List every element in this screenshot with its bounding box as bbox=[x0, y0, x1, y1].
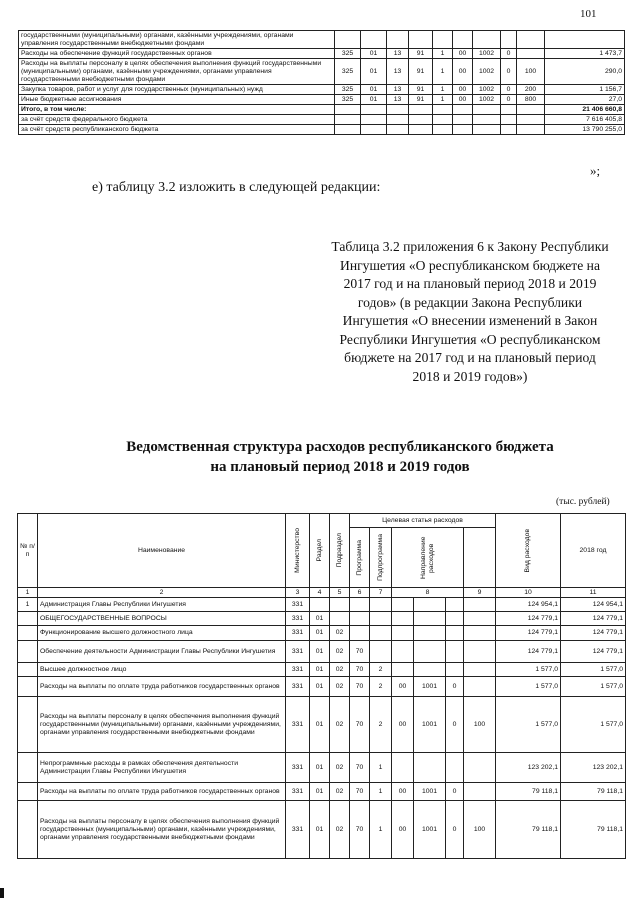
top-cell-pp: 1 bbox=[433, 95, 453, 105]
top-cell-n3: 0 bbox=[501, 95, 517, 105]
edge-mark bbox=[0, 888, 4, 898]
top-cell-vr: 800 bbox=[517, 95, 545, 105]
cell-n1: 00 bbox=[392, 801, 414, 859]
header-direction: Направление расходов bbox=[392, 528, 464, 588]
cell-pp: 1 bbox=[370, 783, 392, 801]
top-table-row bbox=[19, 31, 625, 49]
top-cell-pr bbox=[387, 125, 409, 135]
cell-y2018: 79 118,1 bbox=[496, 801, 561, 859]
top-table-row bbox=[19, 49, 625, 59]
top-cell-min: 325 bbox=[335, 95, 361, 105]
top-cell-name: Расходы на выплаты персоналу в целях обеспечения выполнения функций государственными (муниципальными) органами, казёнными учреждениями, органами управления государственными внебюджетными фондами bbox=[19, 59, 335, 85]
top-cell-pp bbox=[433, 125, 453, 135]
cell-min: 331 bbox=[286, 677, 310, 697]
top-cell-n1: 00 bbox=[453, 49, 473, 59]
cell-pr: 02 bbox=[330, 641, 350, 663]
cell-num bbox=[18, 677, 38, 697]
cell-n3 bbox=[446, 641, 464, 663]
top-cell-rz bbox=[361, 115, 387, 125]
column-number: 5 bbox=[330, 588, 350, 598]
cell-rz: 01 bbox=[310, 663, 330, 677]
top-cell-n3: 0 bbox=[501, 49, 517, 59]
top-cell-pr bbox=[387, 115, 409, 125]
cell-n1 bbox=[392, 753, 414, 783]
cell-vr bbox=[464, 641, 496, 663]
cell-pp: 2 bbox=[370, 663, 392, 677]
top-cell-pr: 13 bbox=[387, 49, 409, 59]
cell-n2: 1001 bbox=[414, 677, 446, 697]
table-row bbox=[18, 677, 626, 697]
cell-min: 331 bbox=[286, 783, 310, 801]
top-cell-n2: 1002 bbox=[473, 85, 501, 95]
cell-rz: 01 bbox=[310, 677, 330, 697]
cell-rz: 01 bbox=[310, 641, 330, 663]
top-cell-rz: 01 bbox=[361, 59, 387, 85]
top-cell-pp: 1 bbox=[433, 59, 453, 85]
cell-y2019: 123 202,1 bbox=[561, 753, 626, 783]
top-table-row bbox=[19, 85, 625, 95]
cell-num bbox=[18, 626, 38, 641]
top-cell-n2 bbox=[473, 31, 501, 49]
cell-y2018: 123 202,1 bbox=[496, 753, 561, 783]
top-cell-name: государственными (муниципальными) органами, казёнными учреждениями, органами управления государственными внебюджетными фондами bbox=[19, 31, 335, 49]
top-cell-rz bbox=[361, 125, 387, 135]
top-cell-pp bbox=[433, 105, 453, 115]
cell-name: Высшее должностное лицо bbox=[38, 663, 286, 677]
cell-vr: 100 bbox=[464, 697, 496, 753]
annex-reference: Таблица 3.2 приложения 6 к Закону Республики Ингушетия «О республиканском бюджете на 2017 год и на плановый период 2018 и 2019 годов» (в редакции Закона Республики Ингушетия «О внесении изменений в Закон Республики Ингушетия «О республиканском бюджете на 2017 год и на плановый период 2018 и 2019 годов») bbox=[331, 239, 609, 384]
cell-n1 bbox=[392, 663, 414, 677]
top-cell-pp: 1 bbox=[433, 85, 453, 95]
top-table-row bbox=[19, 115, 625, 125]
top-cell-pp bbox=[433, 31, 453, 49]
top-cell-name: за счёт средств республиканского бюджета bbox=[19, 125, 335, 135]
top-cell-n1: 00 bbox=[453, 95, 473, 105]
cell-prog: 70 bbox=[350, 677, 370, 697]
cell-y2019: 1 577,0 bbox=[561, 663, 626, 677]
top-cell-vr bbox=[517, 105, 545, 115]
top-cell-sum: 290,0 bbox=[545, 59, 625, 85]
top-cell-prog bbox=[409, 31, 433, 49]
cell-prog: 70 bbox=[350, 697, 370, 753]
top-cell-rz bbox=[361, 31, 387, 49]
top-cell-n2: 1002 bbox=[473, 95, 501, 105]
top-cell-name: Закупка товаров, работ и услуг для государственных (муниципальных) нужд bbox=[19, 85, 335, 95]
table-row bbox=[18, 598, 626, 612]
cell-n3 bbox=[446, 753, 464, 783]
cell-pp bbox=[370, 626, 392, 641]
cell-name: Администрация Главы Республики Ингушетия bbox=[38, 598, 286, 612]
top-cell-n2 bbox=[473, 115, 501, 125]
cell-prog bbox=[350, 626, 370, 641]
top-cell-n3 bbox=[501, 31, 517, 49]
cell-y2019: 124 779,1 bbox=[561, 612, 626, 626]
header-2018: 2018 год bbox=[561, 514, 626, 588]
cell-pp: 1 bbox=[370, 801, 392, 859]
top-cell-n1: 00 bbox=[453, 85, 473, 95]
top-cell-vr bbox=[517, 125, 545, 135]
cell-y2019: 79 118,1 bbox=[561, 783, 626, 801]
top-cell-vr: 100 bbox=[517, 59, 545, 85]
column-number: 6 bbox=[350, 588, 370, 598]
cell-y2018: 124 779,1 bbox=[496, 612, 561, 626]
column-number: 7 bbox=[370, 588, 392, 598]
cell-vr bbox=[464, 612, 496, 626]
top-cell-n3: 0 bbox=[501, 59, 517, 85]
cell-name: Функционирование высшего должностного лица bbox=[38, 626, 286, 641]
cell-y2019: 79 118,1 bbox=[561, 801, 626, 859]
top-cell-n2 bbox=[473, 125, 501, 135]
table-row bbox=[18, 626, 626, 641]
cell-y2019: 1 577,0 bbox=[561, 697, 626, 753]
cell-pp bbox=[370, 598, 392, 612]
top-cell-n3 bbox=[501, 125, 517, 135]
top-cell-min bbox=[335, 115, 361, 125]
cell-num bbox=[18, 801, 38, 859]
cell-num bbox=[18, 641, 38, 663]
cell-y2018: 1 577,0 bbox=[496, 697, 561, 753]
top-cell-pr bbox=[387, 31, 409, 49]
table-row bbox=[18, 783, 626, 801]
top-cell-name: за счёт средств федерального бюджета bbox=[19, 115, 335, 125]
header-program: Программа bbox=[350, 528, 370, 588]
cell-prog: 70 bbox=[350, 801, 370, 859]
top-cell-pr: 13 bbox=[387, 95, 409, 105]
top-table-row bbox=[19, 105, 625, 115]
top-cell-name: Расходы на обеспечение функций государственных органов bbox=[19, 49, 335, 59]
column-number: 10 bbox=[496, 588, 561, 598]
cell-pr: 02 bbox=[330, 626, 350, 641]
cell-vr bbox=[464, 663, 496, 677]
cell-prog: 70 bbox=[350, 663, 370, 677]
cell-vr: 100 bbox=[464, 801, 496, 859]
top-cell-sum: 13 790 255,0 bbox=[545, 125, 625, 135]
header-subsection: Подраздел bbox=[330, 514, 350, 588]
cell-n2 bbox=[414, 626, 446, 641]
top-cell-n2 bbox=[473, 105, 501, 115]
cell-n1 bbox=[392, 598, 414, 612]
top-table-row bbox=[19, 95, 625, 105]
top-cell-sum bbox=[545, 31, 625, 49]
cell-n1 bbox=[392, 641, 414, 663]
top-cell-prog bbox=[409, 115, 433, 125]
top-cell-prog: 91 bbox=[409, 59, 433, 85]
top-cell-n1: 00 bbox=[453, 59, 473, 85]
top-cell-pp: 1 bbox=[433, 49, 453, 59]
cell-pr: 02 bbox=[330, 753, 350, 783]
cell-n3: 0 bbox=[446, 783, 464, 801]
cell-pr: 02 bbox=[330, 801, 350, 859]
top-cell-n1 bbox=[453, 31, 473, 49]
cell-n3 bbox=[446, 598, 464, 612]
header-target-item: Целевая статья расходов bbox=[350, 514, 496, 528]
cell-name: Обеспечение деятельности Администрации Главы Республики Ингушетия bbox=[38, 641, 286, 663]
cell-y2018: 79 118,1 bbox=[496, 783, 561, 801]
top-cell-pr bbox=[387, 105, 409, 115]
top-cell-n1 bbox=[453, 115, 473, 125]
cell-y2019: 124 954,1 bbox=[561, 598, 626, 612]
quote-end: »; bbox=[590, 163, 601, 178]
cell-pp: 2 bbox=[370, 677, 392, 697]
departmental-structure-table bbox=[17, 513, 626, 859]
column-number: 4 bbox=[310, 588, 330, 598]
header-section: Раздел bbox=[310, 514, 330, 588]
cell-num: 1 bbox=[18, 598, 38, 612]
cell-n2 bbox=[414, 753, 446, 783]
top-cell-prog: 91 bbox=[409, 95, 433, 105]
top-cell-pr: 13 bbox=[387, 59, 409, 85]
cell-name: Расходы на выплаты персоналу в целях обеспечения выполнения функций государственных (муниципальными) органами, казёнными учреждениями, органами управления государственными внебюджетными фондами bbox=[38, 801, 286, 859]
cell-pr: 02 bbox=[330, 677, 350, 697]
column-number: 8 bbox=[392, 588, 464, 598]
cell-num bbox=[18, 697, 38, 753]
top-cell-prog bbox=[409, 125, 433, 135]
column-number: 9 bbox=[464, 588, 496, 598]
cell-y2019: 1 577,0 bbox=[561, 677, 626, 697]
top-cell-min bbox=[335, 125, 361, 135]
cell-vr bbox=[464, 598, 496, 612]
cell-y2019: 124 779,1 bbox=[561, 641, 626, 663]
cell-vr bbox=[464, 677, 496, 697]
title-line-2: на плановый период 2018 и 2019 годов bbox=[210, 459, 470, 475]
top-cell-pr: 13 bbox=[387, 85, 409, 95]
cell-pp bbox=[370, 641, 392, 663]
table-row bbox=[18, 697, 626, 753]
cell-name: Расходы на выплаты по оплате труда работников государственных органов bbox=[38, 677, 286, 697]
top-cell-name: Итого, в том числе: bbox=[19, 105, 335, 115]
cell-y2019: 124 779,1 bbox=[561, 626, 626, 641]
cell-rz: 01 bbox=[310, 801, 330, 859]
cell-n3: 0 bbox=[446, 677, 464, 697]
cell-min: 331 bbox=[286, 753, 310, 783]
cell-rz: 01 bbox=[310, 697, 330, 753]
top-cell-sum: 1 156,7 bbox=[545, 85, 625, 95]
cell-n2 bbox=[414, 663, 446, 677]
cell-rz: 01 bbox=[310, 783, 330, 801]
column-number-row bbox=[18, 588, 626, 598]
top-cell-vr bbox=[517, 31, 545, 49]
cell-prog bbox=[350, 598, 370, 612]
cell-n2: 1001 bbox=[414, 783, 446, 801]
cell-n1: 00 bbox=[392, 783, 414, 801]
top-cell-vr bbox=[517, 115, 545, 125]
top-cell-min bbox=[335, 31, 361, 49]
top-cell-prog: 91 bbox=[409, 85, 433, 95]
cell-pr bbox=[330, 612, 350, 626]
top-cell-vr bbox=[517, 49, 545, 59]
top-table-row bbox=[19, 125, 625, 135]
top-cell-rz bbox=[361, 105, 387, 115]
cell-prog: 70 bbox=[350, 641, 370, 663]
top-cell-pp bbox=[433, 115, 453, 125]
column-number: 11 bbox=[561, 588, 626, 598]
cell-pp: 1 bbox=[370, 753, 392, 783]
cell-n1 bbox=[392, 626, 414, 641]
cell-rz bbox=[310, 598, 330, 612]
top-cell-min: 325 bbox=[335, 49, 361, 59]
top-cell-vr: 200 bbox=[517, 85, 545, 95]
cell-rz: 01 bbox=[310, 626, 330, 641]
header-num: № п/п bbox=[18, 514, 38, 588]
cell-name: Расходы на выплаты по оплате труда работников государственных органов bbox=[38, 783, 286, 801]
header-subprogram: Подпрограмма bbox=[370, 528, 392, 588]
top-cell-sum: 27,0 bbox=[545, 95, 625, 105]
cell-y2018: 124 779,1 bbox=[496, 641, 561, 663]
top-cell-min: 325 bbox=[335, 85, 361, 95]
cell-num bbox=[18, 663, 38, 677]
cell-vr bbox=[464, 783, 496, 801]
title-line-1: Ведомственная структура расходов республиканского бюджета bbox=[126, 439, 554, 455]
top-cell-min: 325 bbox=[335, 59, 361, 85]
cell-vr bbox=[464, 626, 496, 641]
cell-n1: 00 bbox=[392, 677, 414, 697]
column-number: 2 bbox=[38, 588, 286, 598]
cell-rz: 01 bbox=[310, 612, 330, 626]
cell-min: 331 bbox=[286, 663, 310, 677]
cell-pp bbox=[370, 612, 392, 626]
header-name: Наименование bbox=[38, 514, 286, 588]
top-cell-prog bbox=[409, 105, 433, 115]
top-cell-prog: 91 bbox=[409, 49, 433, 59]
cell-min: 331 bbox=[286, 612, 310, 626]
cell-n2 bbox=[414, 641, 446, 663]
table-row bbox=[18, 801, 626, 859]
cell-prog: 70 bbox=[350, 783, 370, 801]
top-cell-n3: 0 bbox=[501, 85, 517, 95]
table-row bbox=[18, 641, 626, 663]
cell-name: ОБЩЕГОСУДАРСТВЕННЫЕ ВОПРОСЫ bbox=[38, 612, 286, 626]
top-cell-rz: 01 bbox=[361, 49, 387, 59]
top-cell-n1 bbox=[453, 105, 473, 115]
cell-n2: 1001 bbox=[414, 697, 446, 753]
top-cell-n3 bbox=[501, 115, 517, 125]
cell-n1 bbox=[392, 612, 414, 626]
table-row bbox=[18, 663, 626, 677]
cell-y2018: 1 577,0 bbox=[496, 663, 561, 677]
top-table-row bbox=[19, 59, 625, 85]
cell-min: 331 bbox=[286, 801, 310, 859]
top-budget-table bbox=[18, 30, 625, 135]
cell-y2018: 124 954,1 bbox=[496, 598, 561, 612]
cell-n2: 1001 bbox=[414, 801, 446, 859]
cell-n3 bbox=[446, 663, 464, 677]
column-number: 3 bbox=[286, 588, 310, 598]
cell-y2018: 1 577,0 bbox=[496, 677, 561, 697]
cell-n3: 0 bbox=[446, 801, 464, 859]
cell-num bbox=[18, 753, 38, 783]
cell-y2018: 124 779,1 bbox=[496, 626, 561, 641]
cell-name: Непрограммные расходы в рамках обеспечения деятельности Администрации Главы Республики Ингушетия bbox=[38, 753, 286, 783]
top-cell-sum: 7 616 405,8 bbox=[545, 115, 625, 125]
table-row bbox=[18, 753, 626, 783]
header-exp-type: Вид расходов bbox=[496, 514, 561, 588]
units-label: (тыс. рублей) bbox=[556, 497, 610, 507]
page-number: 101 bbox=[580, 8, 597, 20]
cell-pr: 02 bbox=[330, 783, 350, 801]
cell-n2 bbox=[414, 598, 446, 612]
top-cell-sum: 1 473,7 bbox=[545, 49, 625, 59]
top-cell-rz: 01 bbox=[361, 95, 387, 105]
cell-prog bbox=[350, 612, 370, 626]
top-cell-n3 bbox=[501, 105, 517, 115]
cell-n3 bbox=[446, 612, 464, 626]
cell-n2 bbox=[414, 612, 446, 626]
header-ministry: Министерство bbox=[286, 514, 310, 588]
cell-num bbox=[18, 783, 38, 801]
cell-n3 bbox=[446, 626, 464, 641]
cell-pr: 02 bbox=[330, 697, 350, 753]
cell-pr bbox=[330, 598, 350, 612]
cell-n1: 00 bbox=[392, 697, 414, 753]
cell-num bbox=[18, 612, 38, 626]
cell-name: Расходы на выплаты персоналу в целях обеспечения выполнения функций государственными (муниципальными) органами, казёнными учреждениями, органами управления государственными внебюджетными фондами bbox=[38, 697, 286, 753]
cell-min: 331 bbox=[286, 697, 310, 753]
top-cell-n2: 1002 bbox=[473, 49, 501, 59]
table-row bbox=[18, 612, 626, 626]
top-cell-min bbox=[335, 105, 361, 115]
cell-pr: 02 bbox=[330, 663, 350, 677]
top-cell-name: Иные бюджетные ассигнования bbox=[19, 95, 335, 105]
cell-min: 331 bbox=[286, 598, 310, 612]
cell-min: 331 bbox=[286, 641, 310, 663]
top-cell-sum: 21 406 660,8 bbox=[545, 105, 625, 115]
top-cell-n2: 1002 bbox=[473, 59, 501, 85]
cell-rz: 01 bbox=[310, 753, 330, 783]
cell-pp: 2 bbox=[370, 697, 392, 753]
top-cell-n1 bbox=[453, 125, 473, 135]
column-number: 1 bbox=[18, 588, 38, 598]
document-title bbox=[60, 437, 620, 477]
top-cell-rz: 01 bbox=[361, 85, 387, 95]
cell-n3: 0 bbox=[446, 697, 464, 753]
cell-vr bbox=[464, 753, 496, 783]
cell-min: 331 bbox=[286, 626, 310, 641]
cell-prog: 70 bbox=[350, 753, 370, 783]
amendment-paragraph: е) таблицу 3.2 изложить в следующей редакции: bbox=[92, 180, 381, 195]
